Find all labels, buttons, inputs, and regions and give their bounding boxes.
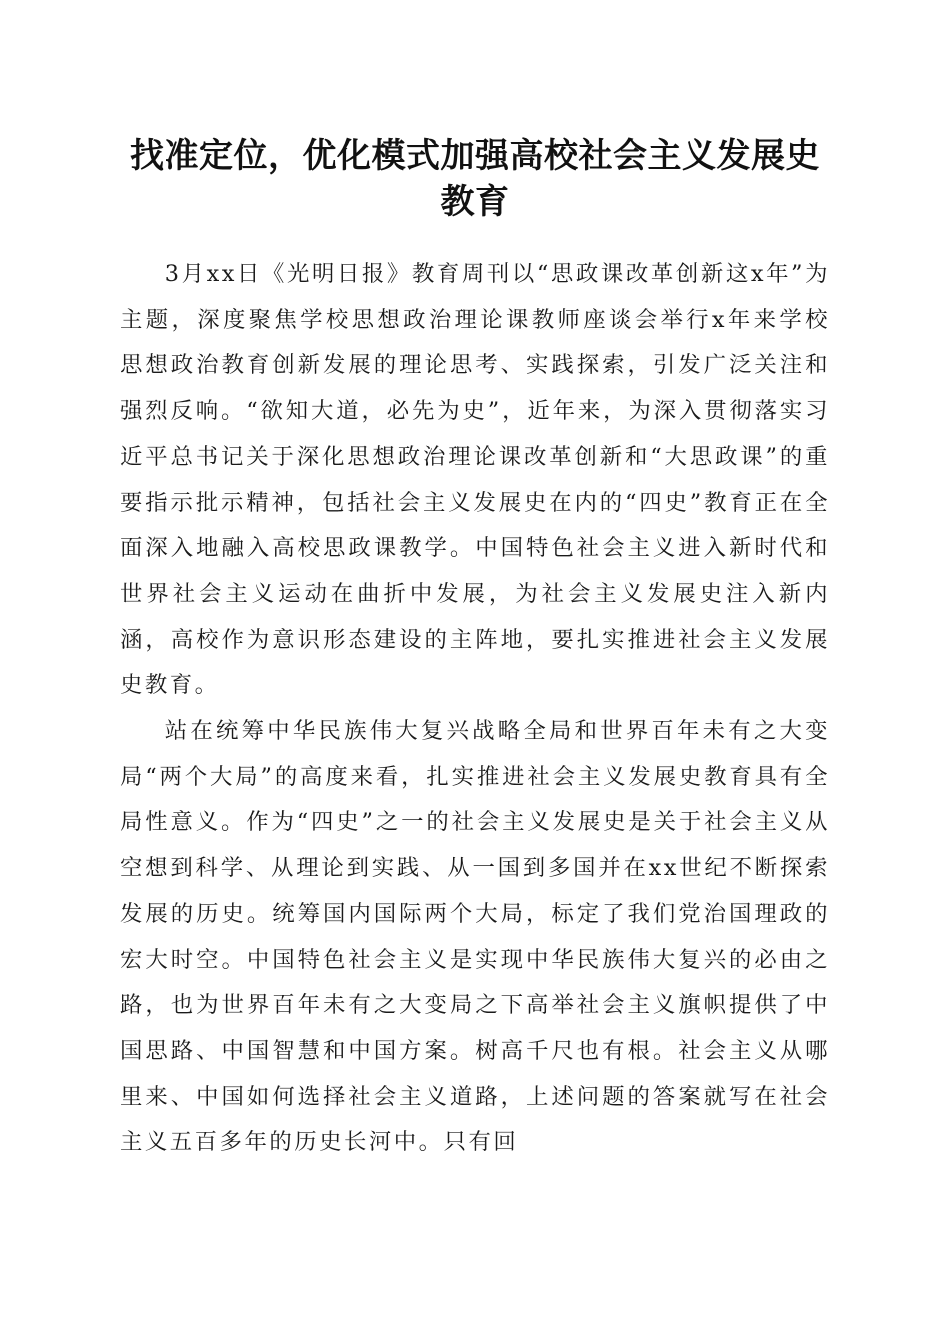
paragraph-1: 3月xx日《光明日报》教育周刊以“思政课改革创新这x年”为主题，深度聚焦学校思想政治理论课教师座谈会举行x年来学校思想政治教育创新发展的理论思考、实践探索，引发广泛关注和强烈反响。“欲知大道，必先为史”，近年来，为深入贯彻落实习近平总书记关于深化思想政治理论课改革创新和“大思政课”的重要指示批示精神，包括社会主义发展史在内的“四史”教育正在全面深入地融入高校思政课教学。中国特色社会主义进入新时代和世界社会主义运动在曲折中发展，为社会主义发展史注入新内涵，高校作为意识形态建设的主阵地，要扎实推进社会主义发展史教育。	[120, 261, 830, 699]
paragraph-2: 站在统筹中华民族伟大复兴战略全局和世界百年未有之大变局“两个大局”的高度来看，扎实推进社会主义发展史教育具有全局性意义。作为“四史”之一的社会主义发展史是关于社会主义从空想到科学、从理论到实践、从一国到多国并在xx世纪不断探索发展的历史。统筹国内国际两个大局，标定了我们党治国理政的宏大时空。中国特色社会主义是实现中华民族伟大复兴的必由之路，也为世界百年未有之大变局之下高举社会主义旗帜提供了中国思路、中国智慧和中国方案。树高千尺也有根。社会主义从哪里来、中国如何选择社会主义道路，上述问题的答案就写在社会主义五百多年的历史长河中。只有回	[120, 718, 830, 1156]
document-title: 找准定位，优化模式加强高校社会主义发展史教育	[130, 136, 820, 222]
document-body	[120, 252, 830, 1166]
